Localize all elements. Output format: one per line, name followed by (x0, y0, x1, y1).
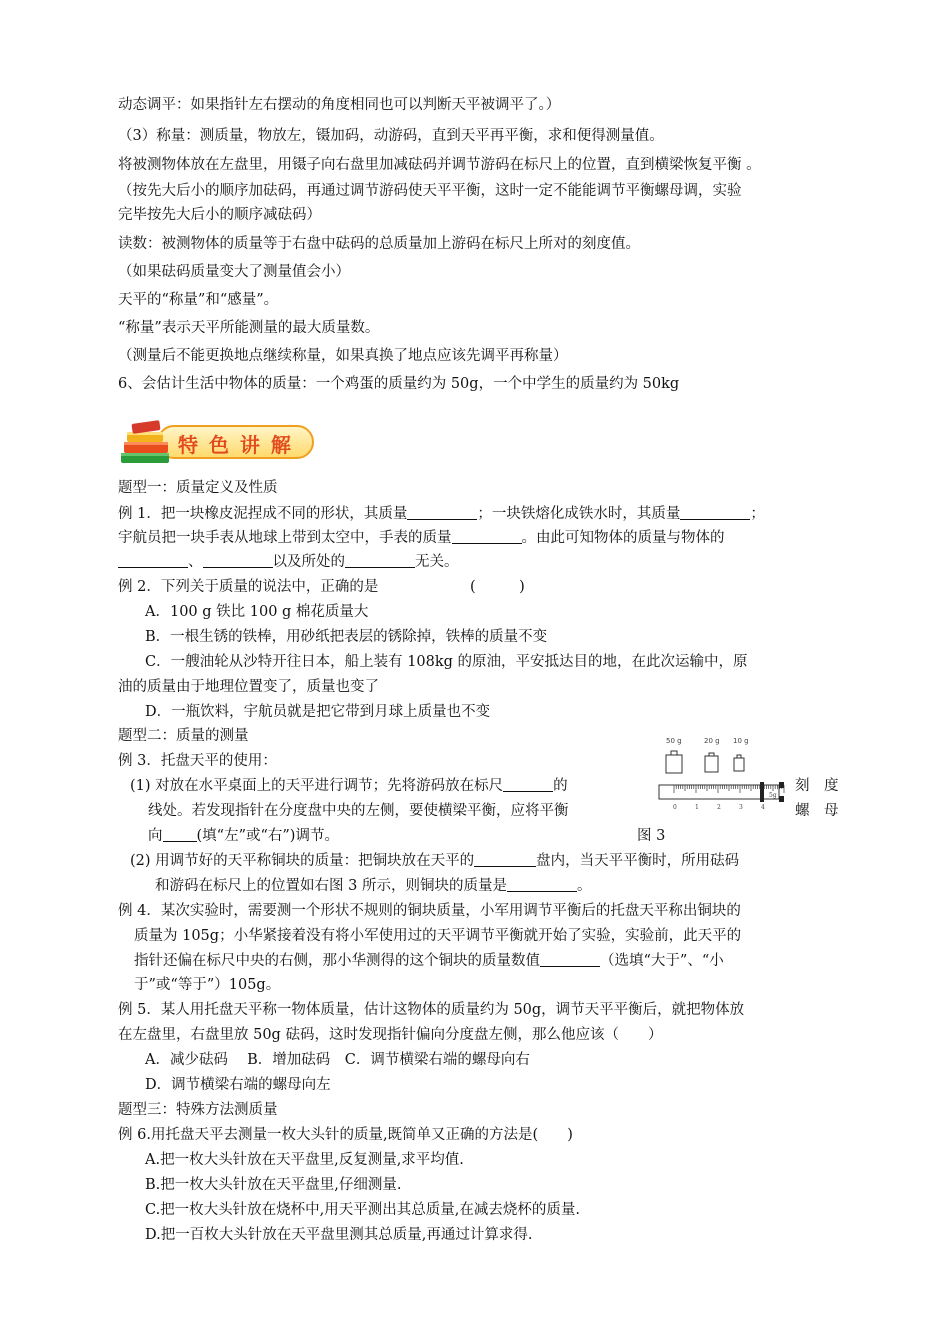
svg-text:5g: 5g (769, 792, 777, 799)
text-fragment: 螺 母 (795, 803, 839, 819)
answer-blank[interactable] (163, 826, 197, 842)
example-3-part2-cont: 和游码在标尺上的位置如右图 3 所示，则铜块的质量是 。 (155, 878, 592, 894)
example-3-part1-cont: 向 (填“左”或“右”)调节。 (148, 828, 339, 844)
figure-caption: 图 3 (637, 828, 666, 844)
example-6-question: 例 6.用托盘天平去测量一枚大头针的质量,既简单又正确的方法是( ) (118, 1127, 573, 1143)
svg-text:1: 1 (695, 804, 699, 811)
answer-blank[interactable] (345, 552, 415, 568)
text-line: 天平的“称量”和“感量”。 (118, 292, 279, 308)
weight-label: 50 g (666, 737, 682, 745)
svg-text:2: 2 (717, 804, 721, 811)
answer-blank[interactable] (452, 528, 522, 544)
section-title: 特 色 讲 解 (178, 433, 293, 457)
option-d[interactable]: D．调节横梁右端的螺母向左 (145, 1077, 331, 1093)
balance-figure (657, 733, 787, 818)
example-2-question: 例 2．下列关于质量的说法中，正确的是 (118, 579, 379, 595)
weights-and-scale-figure (657, 733, 787, 818)
text-line: 读数：被测物体的质量等于右盘中砝码的总质量加上游码在标尺上所对的刻度值。 (118, 236, 640, 252)
text-fragment: 刻 度 (795, 778, 839, 794)
answer-blank[interactable] (503, 776, 553, 792)
heading-type3: 题型三：特殊方法测质量 (118, 1102, 278, 1118)
option-b[interactable]: B．一根生锈的铁棒，用砂纸把表层的锈除掉，铁棒的质量不变 (145, 629, 548, 645)
example-5-options[interactable]: A．减少砝码 B．增加砝码 C．调节横梁右端的螺母向右 (145, 1052, 530, 1068)
answer-blank[interactable] (540, 951, 600, 967)
text-line: 动态调平：如果指针左右摆动的角度相同也可以判断天平被调平了。） (118, 97, 561, 113)
answer-blank[interactable] (118, 552, 188, 568)
example-1-line: 例 1．把一块橡皮泥捏成不同的形状，其质量 ；一块铁熔化成铁水时，其质量 ； (118, 506, 765, 522)
text-line: （如果砝码质量变大了测量值会小） (118, 264, 350, 280)
option-d[interactable]: D.把一百枚大头针放在天平盘里测其总质量,再通过计算求得. (145, 1227, 533, 1243)
option-c-cont: 油的质量由于地理位置变了，质量也变了 (118, 679, 379, 695)
option-d[interactable]: D．一瓶饮料，宇航员就是把它带到月球上质量也不变 (145, 704, 491, 720)
text-line: 将被测物体放在左盘里，用镊子向右盘里加减砝码并调节游码在标尺上的位置，直到横梁恢复平衡 。 (118, 157, 761, 173)
example-1-line: 宇航员把一块手表从地球上带到太空中，手表的质量 。由此可知物体的质量与物体的 (118, 530, 725, 546)
option-c[interactable]: C.把一枚大头针放在烧杯中,用天平测出其总质量,在减去烧杯的质量. (145, 1202, 581, 1218)
svg-text:4: 4 (761, 804, 765, 811)
example-4-line: 例 4．某次实验时，需要测一个形状不规则的铜块质量，小军用调节平衡后的托盘天平称出铜块的 (118, 903, 741, 919)
example-4-line: 于”或“等于”）105g。 (134, 977, 281, 993)
example-1-line: 、 以及所处的 无关。 (118, 552, 459, 572)
heading-type1: 题型一：质量定义及性质 (118, 480, 278, 496)
text-line: 6、会估计生活中物体的质量：一个鸡蛋的质量约为 50g，一个中学生的质量约为 50kg (118, 376, 680, 392)
answer-blank[interactable] (507, 876, 577, 892)
svg-text:3: 3 (739, 804, 743, 811)
option-a[interactable]: A．100 g 铁比 100 g 棉花质量大 (145, 604, 369, 620)
answer-blank[interactable] (474, 851, 536, 867)
example-4-line: 质量为 105g；小华紧接着没有将小军使用过的天平调节平衡就开始了实验，实验前，此天平的 (134, 928, 742, 944)
example-3-part1: (1) 对放在水平桌面上的天平进行调节；先将游码放在标尺 的 (130, 778, 568, 794)
example-5-line: 例 5．某人用托盘天平称一物体质量，估计这物体的质量约为 50g，调节天平平衡后，就把物体放 (118, 1002, 745, 1018)
option-c[interactable]: C．一艘油轮从沙特开往日本，船上装有 108kg 的原油，平安抵达目的地，在此次运输中，原 (145, 654, 748, 670)
svg-text:0: 0 (673, 804, 677, 811)
answer-paren[interactable]: ( ) (470, 579, 525, 595)
text-line: 完毕按先大后小的顺序减砝码） (118, 207, 321, 223)
example-5-line: 在左盘里，右盘里放 50g 砝码，这时发现指针偏向分度盘左侧，那么他应该（ ） (118, 1027, 663, 1043)
weight-label: 20 g (704, 737, 720, 745)
example-4-line: 指针还偏在标尺中央的右侧，那小华测得的这个铜块的质量数值 （选填“大于”、“小 (134, 953, 724, 969)
answer-blank[interactable] (680, 504, 750, 520)
text-line: “称量”表示天平所能测量的最大质量数。 (118, 320, 380, 336)
option-b[interactable]: B.把一枚大头针放在天平盘里,仔细测量. (145, 1177, 402, 1193)
heading-type2: 题型二：质量的测量 (118, 728, 249, 744)
answer-blank[interactable] (203, 552, 273, 568)
option-a[interactable]: A.把一枚大头针放在天平盘里,反复测量,求平均值. (145, 1152, 464, 1168)
weight-label: 10 g (733, 737, 749, 745)
example-3-part1-cont: 线处。若发现指针在分度盘中央的左侧，要使横梁平衡，应将平衡 (148, 803, 569, 819)
example-3-part2: (2) 用调节好的天平称铜块的质量：把铜块放在天平的 盘内，当天平平衡时，所用砝码 (130, 853, 740, 869)
text-line: （测量后不能更换地点继续称量，如果真换了地点应该先调平再称量） (118, 348, 568, 364)
text-line: （3）称量：测质量，物放左，镊加码，动游码，直到天平再平衡，求和便得测量值。 (118, 128, 664, 144)
answer-blank[interactable] (407, 504, 477, 520)
example-3-question: 例 3．托盘天平的使用： (118, 753, 277, 769)
section-banner (118, 417, 318, 467)
text-line: （按先大后小的顺序加砝码，再通过调节游码使天平平衡，这时一定不能能调节平衡螺母调，实验 (118, 183, 742, 199)
